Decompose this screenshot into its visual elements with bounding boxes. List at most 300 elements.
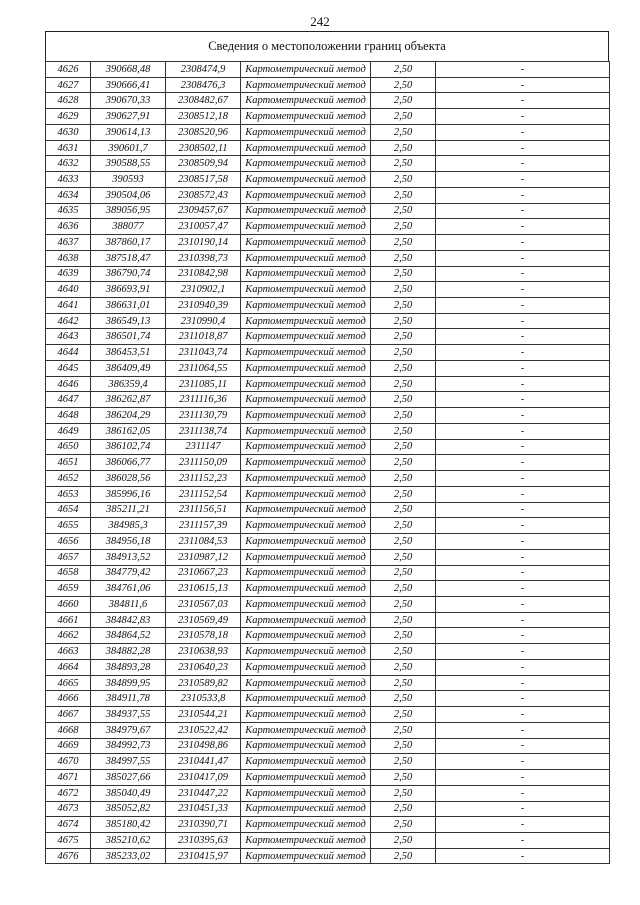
table-row: [46, 455, 610, 471]
description-cell: -: [436, 581, 610, 597]
y-coordinate-cell: 2310395,63: [166, 832, 241, 848]
accuracy-cell: 2,50: [371, 93, 436, 109]
accuracy-cell: 2,50: [371, 817, 436, 833]
description-cell: -: [436, 408, 610, 424]
accuracy-cell: 2,50: [371, 770, 436, 786]
accuracy-cell: 2,50: [371, 62, 436, 78]
description-cell: -: [436, 518, 610, 534]
accuracy-cell: 2,50: [371, 203, 436, 219]
x-coordinate-cell: 384956,18: [91, 534, 166, 550]
x-coordinate-cell: 386501,74: [91, 329, 166, 345]
point-number-cell: 4656: [46, 534, 91, 550]
point-number-cell: 4630: [46, 124, 91, 140]
x-coordinate-cell: 390504,06: [91, 187, 166, 203]
accuracy-cell: 2,50: [371, 659, 436, 675]
point-number-cell: 4629: [46, 109, 91, 125]
method-cell: Картометрический метод: [241, 345, 371, 361]
point-number-cell: 4645: [46, 360, 91, 376]
y-coordinate-cell: 2311018,87: [166, 329, 241, 345]
description-cell: -: [436, 345, 610, 361]
method-cell: Картометрический метод: [241, 817, 371, 833]
description-cell: -: [436, 628, 610, 644]
description-cell: -: [436, 455, 610, 471]
boundary-sheet: [45, 31, 609, 864]
point-number-cell: 4647: [46, 392, 91, 408]
table-row: [46, 360, 610, 376]
x-coordinate-cell: 386262,87: [91, 392, 166, 408]
description-cell: -: [436, 298, 610, 314]
accuracy-cell: 2,50: [371, 140, 436, 156]
accuracy-cell: 2,50: [371, 754, 436, 770]
accuracy-cell: 2,50: [371, 691, 436, 707]
accuracy-cell: 2,50: [371, 250, 436, 266]
description-cell: -: [436, 832, 610, 848]
method-cell: Картометрический метод: [241, 770, 371, 786]
accuracy-cell: 2,50: [371, 565, 436, 581]
table-row: [46, 722, 610, 738]
point-number-cell: 4657: [46, 549, 91, 565]
y-coordinate-cell: 2311116,36: [166, 392, 241, 408]
point-number-cell: 4643: [46, 329, 91, 345]
accuracy-cell: 2,50: [371, 502, 436, 518]
table-row: [46, 502, 610, 518]
accuracy-cell: 2,50: [371, 313, 436, 329]
accuracy-cell: 2,50: [371, 345, 436, 361]
x-coordinate-cell: 386028,56: [91, 471, 166, 487]
method-cell: Картометрический метод: [241, 93, 371, 109]
x-coordinate-cell: 390670,33: [91, 93, 166, 109]
x-coordinate-cell: 386066,77: [91, 455, 166, 471]
y-coordinate-cell: 2311138,74: [166, 423, 241, 439]
description-cell: -: [436, 156, 610, 172]
method-cell: Картометрический метод: [241, 455, 371, 471]
table-row: [46, 549, 610, 565]
x-coordinate-cell: 390627,91: [91, 109, 166, 125]
page-number: 242: [310, 14, 330, 29]
method-cell: Картометрический метод: [241, 801, 371, 817]
accuracy-cell: 2,50: [371, 738, 436, 754]
point-number-cell: 4635: [46, 203, 91, 219]
method-cell: Картометрический метод: [241, 109, 371, 125]
method-cell: Картометрический метод: [241, 313, 371, 329]
accuracy-cell: 2,50: [371, 471, 436, 487]
x-coordinate-cell: 385233,02: [91, 848, 166, 864]
method-cell: Картометрический метод: [241, 754, 371, 770]
method-cell: Картометрический метод: [241, 659, 371, 675]
accuracy-cell: 2,50: [371, 707, 436, 723]
table-row: [46, 581, 610, 597]
y-coordinate-cell: 2310902,1: [166, 282, 241, 298]
x-coordinate-cell: 385210,62: [91, 832, 166, 848]
method-cell: Картометрический метод: [241, 408, 371, 424]
table-row: [46, 707, 610, 723]
point-number-cell: 4638: [46, 250, 91, 266]
x-coordinate-cell: 386102,74: [91, 439, 166, 455]
accuracy-cell: 2,50: [371, 486, 436, 502]
point-number-cell: 4650: [46, 439, 91, 455]
y-coordinate-cell: 2310640,23: [166, 659, 241, 675]
table-row: [46, 282, 610, 298]
y-coordinate-cell: 2310190,14: [166, 235, 241, 251]
method-cell: Картометрический метод: [241, 266, 371, 282]
accuracy-cell: 2,50: [371, 534, 436, 550]
x-coordinate-cell: 384864,52: [91, 628, 166, 644]
x-coordinate-cell: 384882,28: [91, 644, 166, 660]
y-coordinate-cell: 2311152,54: [166, 486, 241, 502]
table-row: [46, 140, 610, 156]
y-coordinate-cell: 2311150,09: [166, 455, 241, 471]
description-cell: -: [436, 707, 610, 723]
table-row: [46, 219, 610, 235]
table-row: [46, 628, 610, 644]
description-cell: -: [436, 770, 610, 786]
x-coordinate-cell: 384842,83: [91, 612, 166, 628]
accuracy-cell: 2,50: [371, 266, 436, 282]
point-number-cell: 4644: [46, 345, 91, 361]
description-cell: -: [436, 502, 610, 518]
x-coordinate-cell: 387518,47: [91, 250, 166, 266]
method-cell: Картометрический метод: [241, 549, 371, 565]
x-coordinate-cell: 386409,49: [91, 360, 166, 376]
description-cell: -: [436, 392, 610, 408]
method-cell: Картометрический метод: [241, 628, 371, 644]
method-cell: Картометрический метод: [241, 62, 371, 78]
table-title: Сведения о местоположении границ объекта: [45, 31, 609, 61]
accuracy-cell: 2,50: [371, 376, 436, 392]
y-coordinate-cell: 2310533,8: [166, 691, 241, 707]
table-row: [46, 659, 610, 675]
accuracy-cell: 2,50: [371, 455, 436, 471]
table-row: [46, 156, 610, 172]
x-coordinate-cell: 384779,42: [91, 565, 166, 581]
method-cell: Картометрический метод: [241, 486, 371, 502]
accuracy-cell: 2,50: [371, 156, 436, 172]
method-cell: Картометрический метод: [241, 77, 371, 93]
table-row: [46, 266, 610, 282]
point-number-cell: 4632: [46, 156, 91, 172]
description-cell: -: [436, 644, 610, 660]
point-number-cell: 4666: [46, 691, 91, 707]
point-number-cell: 4640: [46, 282, 91, 298]
x-coordinate-cell: 385040,49: [91, 785, 166, 801]
y-coordinate-cell: 2310451,33: [166, 801, 241, 817]
point-number-cell: 4665: [46, 675, 91, 691]
table-row: [46, 313, 610, 329]
table-row: [46, 298, 610, 314]
method-cell: Картометрический метод: [241, 376, 371, 392]
method-cell: Картометрический метод: [241, 172, 371, 188]
accuracy-cell: 2,50: [371, 581, 436, 597]
table-row: [46, 329, 610, 345]
x-coordinate-cell: 386549,13: [91, 313, 166, 329]
point-number-cell: 4655: [46, 518, 91, 534]
y-coordinate-cell: 2311130,79: [166, 408, 241, 424]
description-cell: -: [436, 203, 610, 219]
y-coordinate-cell: 2308509,94: [166, 156, 241, 172]
y-coordinate-cell: 2310417,09: [166, 770, 241, 786]
table-row: [46, 848, 610, 864]
table-row: [46, 77, 610, 93]
x-coordinate-cell: 386162,05: [91, 423, 166, 439]
table-row: [46, 423, 610, 439]
accuracy-cell: 2,50: [371, 644, 436, 660]
table-row: [46, 738, 610, 754]
table-row: [46, 817, 610, 833]
y-coordinate-cell: 2310990,4: [166, 313, 241, 329]
y-coordinate-cell: 2310842,98: [166, 266, 241, 282]
method-cell: Картометрический метод: [241, 675, 371, 691]
x-coordinate-cell: 386359,4: [91, 376, 166, 392]
accuracy-cell: 2,50: [371, 518, 436, 534]
accuracy-cell: 2,50: [371, 612, 436, 628]
point-number-cell: 4652: [46, 471, 91, 487]
table-row: [46, 518, 610, 534]
accuracy-cell: 2,50: [371, 596, 436, 612]
point-number-cell: 4671: [46, 770, 91, 786]
y-coordinate-cell: 2308482,67: [166, 93, 241, 109]
description-cell: -: [436, 187, 610, 203]
method-cell: Картометрический метод: [241, 282, 371, 298]
point-number-cell: 4651: [46, 455, 91, 471]
point-number-cell: 4653: [46, 486, 91, 502]
table-row: [46, 408, 610, 424]
table-row: [46, 691, 610, 707]
point-number-cell: 4649: [46, 423, 91, 439]
accuracy-cell: 2,50: [371, 109, 436, 125]
description-cell: -: [436, 691, 610, 707]
point-number-cell: 4634: [46, 187, 91, 203]
x-coordinate-cell: 389056,95: [91, 203, 166, 219]
table-row: [46, 250, 610, 266]
point-number-cell: 4672: [46, 785, 91, 801]
table-row: [46, 770, 610, 786]
description-cell: -: [436, 534, 610, 550]
point-number-cell: 4669: [46, 738, 91, 754]
point-number-cell: 4662: [46, 628, 91, 644]
y-coordinate-cell: 2308520,96: [166, 124, 241, 140]
description-cell: -: [436, 817, 610, 833]
y-coordinate-cell: 2308474,9: [166, 62, 241, 78]
x-coordinate-cell: 384913,52: [91, 549, 166, 565]
table-row: [46, 471, 610, 487]
y-coordinate-cell: 2310057,47: [166, 219, 241, 235]
table-row: [46, 612, 610, 628]
method-cell: Картометрический метод: [241, 423, 371, 439]
y-coordinate-cell: 2310390,71: [166, 817, 241, 833]
table-row: [46, 832, 610, 848]
accuracy-cell: 2,50: [371, 392, 436, 408]
x-coordinate-cell: 390614,13: [91, 124, 166, 140]
method-cell: Картометрический метод: [241, 124, 371, 140]
point-number-cell: 4648: [46, 408, 91, 424]
accuracy-cell: 2,50: [371, 219, 436, 235]
x-coordinate-cell: 386204,29: [91, 408, 166, 424]
point-number-cell: 4661: [46, 612, 91, 628]
description-cell: -: [436, 360, 610, 376]
description-cell: -: [436, 738, 610, 754]
accuracy-cell: 2,50: [371, 832, 436, 848]
x-coordinate-cell: 384992,73: [91, 738, 166, 754]
y-coordinate-cell: 2310398,73: [166, 250, 241, 266]
method-cell: Картометрический метод: [241, 298, 371, 314]
description-cell: -: [436, 612, 610, 628]
table-row: [46, 534, 610, 550]
description-cell: -: [436, 801, 610, 817]
method-cell: Картометрический метод: [241, 581, 371, 597]
y-coordinate-cell: 2310569,49: [166, 612, 241, 628]
description-cell: -: [436, 785, 610, 801]
y-coordinate-cell: 2310615,13: [166, 581, 241, 597]
description-cell: -: [436, 471, 610, 487]
accuracy-cell: 2,50: [371, 124, 436, 140]
description-cell: -: [436, 486, 610, 502]
accuracy-cell: 2,50: [371, 172, 436, 188]
x-coordinate-cell: 386693,91: [91, 282, 166, 298]
point-number-cell: 4639: [46, 266, 91, 282]
point-number-cell: 4633: [46, 172, 91, 188]
method-cell: Картометрический метод: [241, 832, 371, 848]
method-cell: Картометрический метод: [241, 219, 371, 235]
description-cell: -: [436, 313, 610, 329]
method-cell: Картометрический метод: [241, 502, 371, 518]
coordinates-table: [45, 61, 610, 864]
point-number-cell: 4641: [46, 298, 91, 314]
table-row: [46, 644, 610, 660]
y-coordinate-cell: 2310667,23: [166, 565, 241, 581]
table-row: [46, 235, 610, 251]
description-cell: -: [436, 754, 610, 770]
x-coordinate-cell: 384811,6: [91, 596, 166, 612]
y-coordinate-cell: 2310638,93: [166, 644, 241, 660]
point-number-cell: 4626: [46, 62, 91, 78]
x-coordinate-cell: 390593: [91, 172, 166, 188]
x-coordinate-cell: 386790,74: [91, 266, 166, 282]
method-cell: Картометрический метод: [241, 848, 371, 864]
coordinates-table-body: [46, 62, 610, 864]
method-cell: Картометрический метод: [241, 518, 371, 534]
accuracy-cell: 2,50: [371, 439, 436, 455]
method-cell: Картометрический метод: [241, 203, 371, 219]
point-number-cell: 4673: [46, 801, 91, 817]
description-cell: -: [436, 565, 610, 581]
table-row: [46, 801, 610, 817]
x-coordinate-cell: 384893,28: [91, 659, 166, 675]
point-number-cell: 4636: [46, 219, 91, 235]
table-row: [46, 439, 610, 455]
table-row: [46, 565, 610, 581]
table-row: [46, 754, 610, 770]
point-number-cell: 4631: [46, 140, 91, 156]
method-cell: Картометрический метод: [241, 329, 371, 345]
table-row: [46, 486, 610, 502]
description-cell: -: [436, 282, 610, 298]
description-cell: -: [436, 266, 610, 282]
y-coordinate-cell: 2311043,74: [166, 345, 241, 361]
y-coordinate-cell: 2310567,03: [166, 596, 241, 612]
table-row: [46, 172, 610, 188]
description-cell: -: [436, 219, 610, 235]
method-cell: Картометрический метод: [241, 722, 371, 738]
x-coordinate-cell: 384979,67: [91, 722, 166, 738]
description-cell: -: [436, 62, 610, 78]
point-number-cell: 4628: [46, 93, 91, 109]
description-cell: -: [436, 140, 610, 156]
x-coordinate-cell: 386453,51: [91, 345, 166, 361]
method-cell: Картометрический метод: [241, 140, 371, 156]
x-coordinate-cell: 384911,78: [91, 691, 166, 707]
table-row: [46, 62, 610, 78]
method-cell: Картометрический метод: [241, 156, 371, 172]
description-cell: -: [436, 376, 610, 392]
y-coordinate-cell: 2310441,47: [166, 754, 241, 770]
point-number-cell: 4670: [46, 754, 91, 770]
y-coordinate-cell: 2308512,18: [166, 109, 241, 125]
method-cell: Картометрический метод: [241, 392, 371, 408]
description-cell: -: [436, 549, 610, 565]
y-coordinate-cell: 2310578,18: [166, 628, 241, 644]
description-cell: -: [436, 250, 610, 266]
description-cell: -: [436, 596, 610, 612]
point-number-cell: 4676: [46, 848, 91, 864]
accuracy-cell: 2,50: [371, 408, 436, 424]
description-cell: -: [436, 109, 610, 125]
y-coordinate-cell: 2311084,53: [166, 534, 241, 550]
method-cell: Картометрический метод: [241, 250, 371, 266]
accuracy-cell: 2,50: [371, 187, 436, 203]
description-cell: -: [436, 848, 610, 864]
x-coordinate-cell: 390666,41: [91, 77, 166, 93]
point-number-cell: 4667: [46, 707, 91, 723]
y-coordinate-cell: 2310589,82: [166, 675, 241, 691]
method-cell: Картометрический метод: [241, 360, 371, 376]
point-number-cell: 4663: [46, 644, 91, 660]
y-coordinate-cell: 2310498,86: [166, 738, 241, 754]
description-cell: -: [436, 722, 610, 738]
point-number-cell: 4637: [46, 235, 91, 251]
y-coordinate-cell: 2308517,58: [166, 172, 241, 188]
accuracy-cell: 2,50: [371, 423, 436, 439]
y-coordinate-cell: 2308476,3: [166, 77, 241, 93]
accuracy-cell: 2,50: [371, 801, 436, 817]
point-number-cell: 4674: [46, 817, 91, 833]
method-cell: Картометрический метод: [241, 439, 371, 455]
accuracy-cell: 2,50: [371, 360, 436, 376]
y-coordinate-cell: 2310522,42: [166, 722, 241, 738]
x-coordinate-cell: 384937,55: [91, 707, 166, 723]
accuracy-cell: 2,50: [371, 282, 436, 298]
description-cell: -: [436, 93, 610, 109]
y-coordinate-cell: 2308572,43: [166, 187, 241, 203]
description-cell: -: [436, 423, 610, 439]
x-coordinate-cell: 390601,7: [91, 140, 166, 156]
accuracy-cell: 2,50: [371, 235, 436, 251]
table-row: [46, 392, 610, 408]
description-cell: -: [436, 329, 610, 345]
y-coordinate-cell: 2311152,23: [166, 471, 241, 487]
accuracy-cell: 2,50: [371, 298, 436, 314]
y-coordinate-cell: 2311147: [166, 439, 241, 455]
point-number-cell: 4654: [46, 502, 91, 518]
y-coordinate-cell: 2311064,55: [166, 360, 241, 376]
description-cell: -: [436, 675, 610, 691]
accuracy-cell: 2,50: [371, 628, 436, 644]
method-cell: Картометрический метод: [241, 565, 371, 581]
x-coordinate-cell: 390668,48: [91, 62, 166, 78]
y-coordinate-cell: 2311085,11: [166, 376, 241, 392]
x-coordinate-cell: 385027,66: [91, 770, 166, 786]
table-row: [46, 376, 610, 392]
description-cell: -: [436, 172, 610, 188]
